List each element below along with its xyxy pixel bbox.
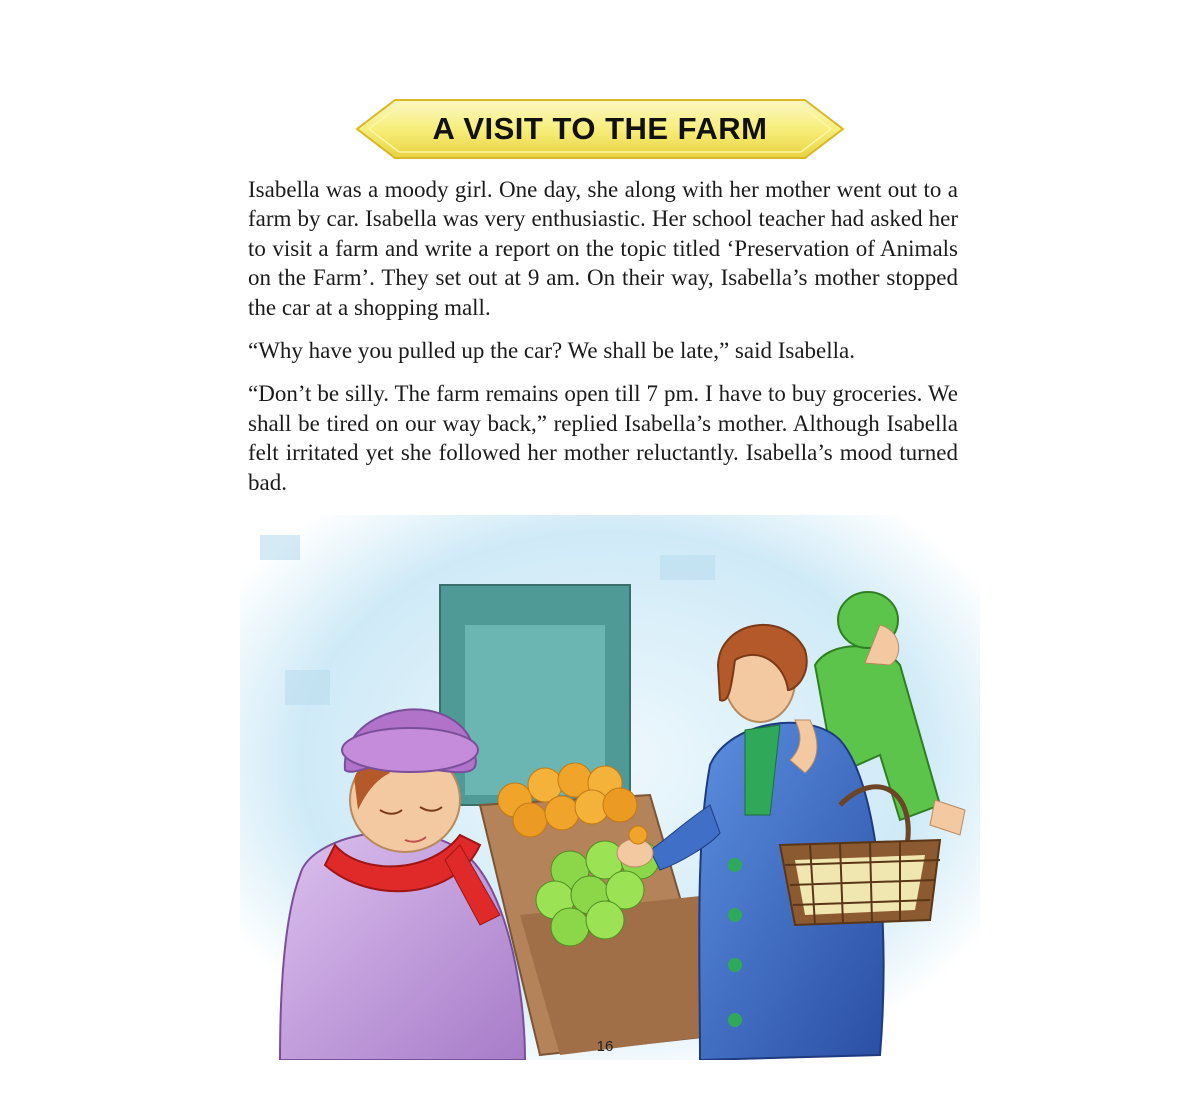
title-banner [355, 98, 845, 160]
paragraph-2: “Why have you pulled up the car? We shall be late,” said Isabella. [248, 338, 855, 364]
page-number: 16 [596, 1038, 614, 1055]
paragraph-3: “Don’t be silly. The farm remains open till 7 pm. I have to buy groceries. We shall be tired on our way back,” replied Isabella’s mother. Although Isabella felt irritated yet she followed her mother reluctantly. Isabella’s mood turned bad. [248, 381, 958, 495]
paragraph-1: Isabella was a moody girl. One day, she along with her mother went out to a farm by car. Isabella was very enthusiastic. Her school teacher had asked her to visit a farm and write a report on the topic titled ‘Preservation of Animals on the Farm’. They set out at 9 am. On their way, Isabella’s mother stopped the car at a shopping mall. [248, 177, 958, 320]
story-text [248, 175, 958, 511]
page-title: A VISIT TO THE FARM [432, 111, 768, 146]
market-illustration [240, 515, 980, 1060]
